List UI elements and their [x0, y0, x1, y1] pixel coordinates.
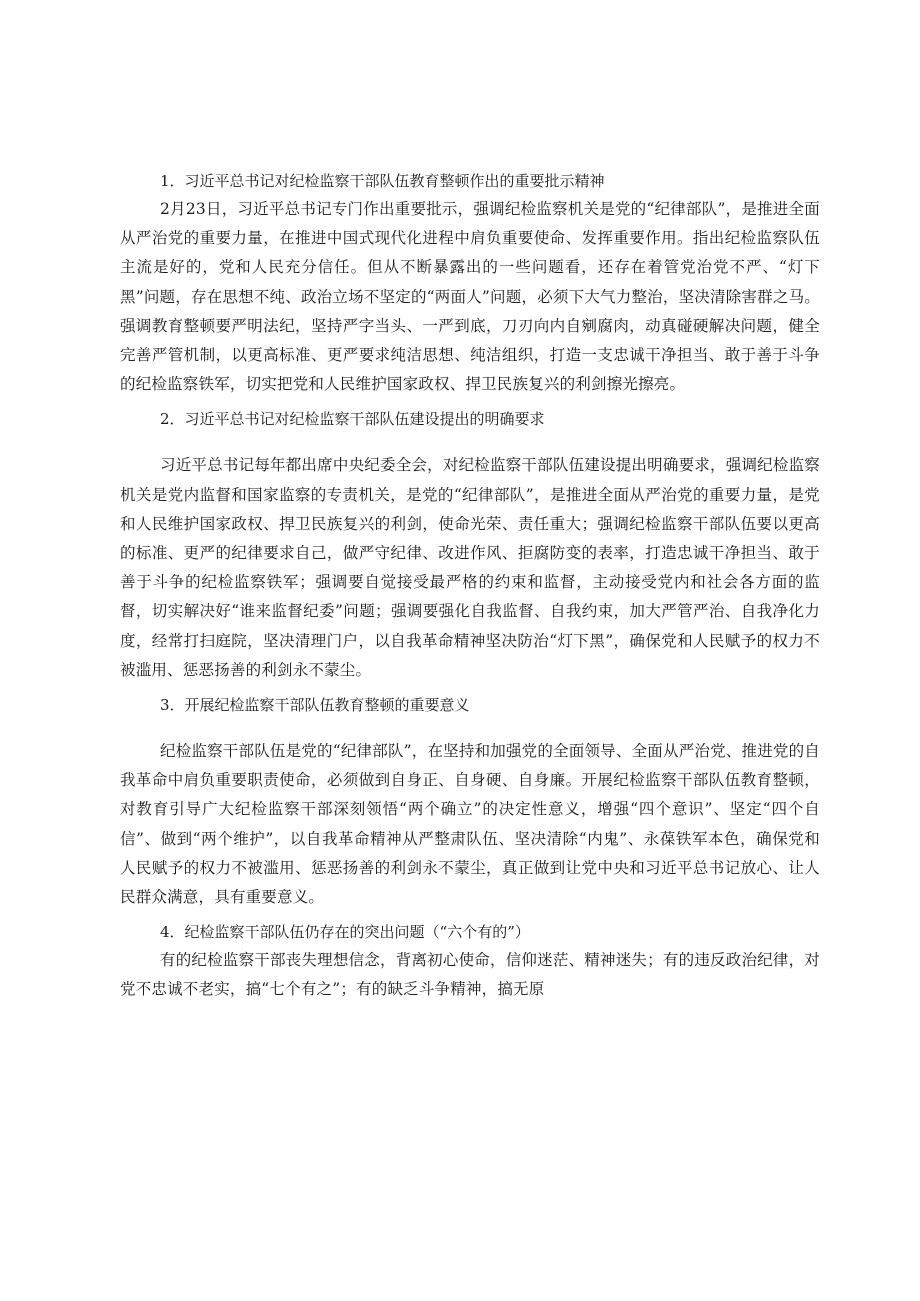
section-2-paragraph: 习近平总书记每年都出席中央纪委全会，对纪检监察干部队伍建设提出明确要求，强调纪检监察机关是党内监督和国家监察的专责机关，是党的“纪律部队”，是推进全面从严治党的重要力量，是党和人民维护国家政权、捍卫民族复兴的利剑，使命光荣、责任重大；强调纪检监察干部队伍要以更高的标准、更严的纪律要求自己，做严守纪律、改进作风、拒腐防变的表率，打造忠诚干净担当、敢于善于斗争的纪检监察铁军；强调要自觉接受最严格的约束和监督，主动接受党内和社会各方面的监督，切实解决好“谁来监督纪委”问题；强调要强化自我监督、自我约束，加大严管严治、自我净化力度，经常打扫庭院，坚决清理门户，以自我革命精神坚决防治“灯下黑”，确保党和人民赋予的权力不被滥用、惩恶扬善的利剑永不蒙尘。 [120, 456, 820, 679]
section-1-paragraph: 2月23日，习近平总书记专门作出重要批示，强调纪检监察机关是党的“纪律部队”，是推进全面从严治党的重要力量，在推进中国式现代化进程中肩负重要使命、发挥重要作用。指出纪检监察队伍主流是好的，党和人民充分信任。但从不断暴露出的一些问题看，还存在着管党治党不严、“灯下黑”问题，存在思想不纯、政治立场不坚定的“两面人”问题，必须下大气力整治，坚决清除害群之马。强调教育整顿要严明法纪，坚持严字当头、一严到底，刀刃向内自剜腐肉，动真碰硬解决问题，健全完善严管机制，以更高标准、更严要求纯洁思想、纯洁组织，打造一支忠诚干净担当、敢于善于斗争的纪检监察铁军，切实把党和人民维护国家政权、捍卫民族复兴的利剑擦光擦亮。 [120, 200, 820, 394]
section-1-heading: 1．习近平总书记对纪检监察干部队伍教育整顿作出的重要批示精神 [160, 172, 605, 190]
document-page [120, 167, 820, 1005]
section-3-paragraph: 纪检监察干部队伍是党的“纪律部队”，在坚持和加强党的全面领导、全面从严治党、推进党的自我革命中肩负重要职责使命，必须做到自身正、自身硬、自身廉。开展纪检监察干部队伍教育整顿，对教育引导广大纪检监察干部深刻领悟“两个确立”的决定性意义，增强“四个意识”、坚定“四个自信”、做到“两个维护”，以自我革命精神从严整肃队伍、坚决清除“内鬼”、永葆铁军本色，确保党和人民赋予的权力不被滥用、惩恶扬善的利剑永不蒙尘，真正做到让党中央和习近平总书记放心、让人民群众满意，具有重要意义。 [120, 742, 820, 907]
section-4-heading: 4．纪检监察干部队伍仍存在的突出问题（“六个有的”） [160, 923, 530, 942]
section-2-heading: 2．习近平总书记对纪检监察干部队伍建设提出的明确要求 [160, 410, 545, 429]
section-3-heading: 3．开展纪检监察干部队伍教育整顿的重要意义 [160, 696, 470, 715]
section-4-paragraph: 有的纪检监察干部丧失理想信念，背离初心使命，信仰迷茫、精神迷失；有的违反政治纪律，对党不忠诚不老实，搞“七个有之”；有的缺乏斗争精神，搞无原 [120, 951, 820, 999]
